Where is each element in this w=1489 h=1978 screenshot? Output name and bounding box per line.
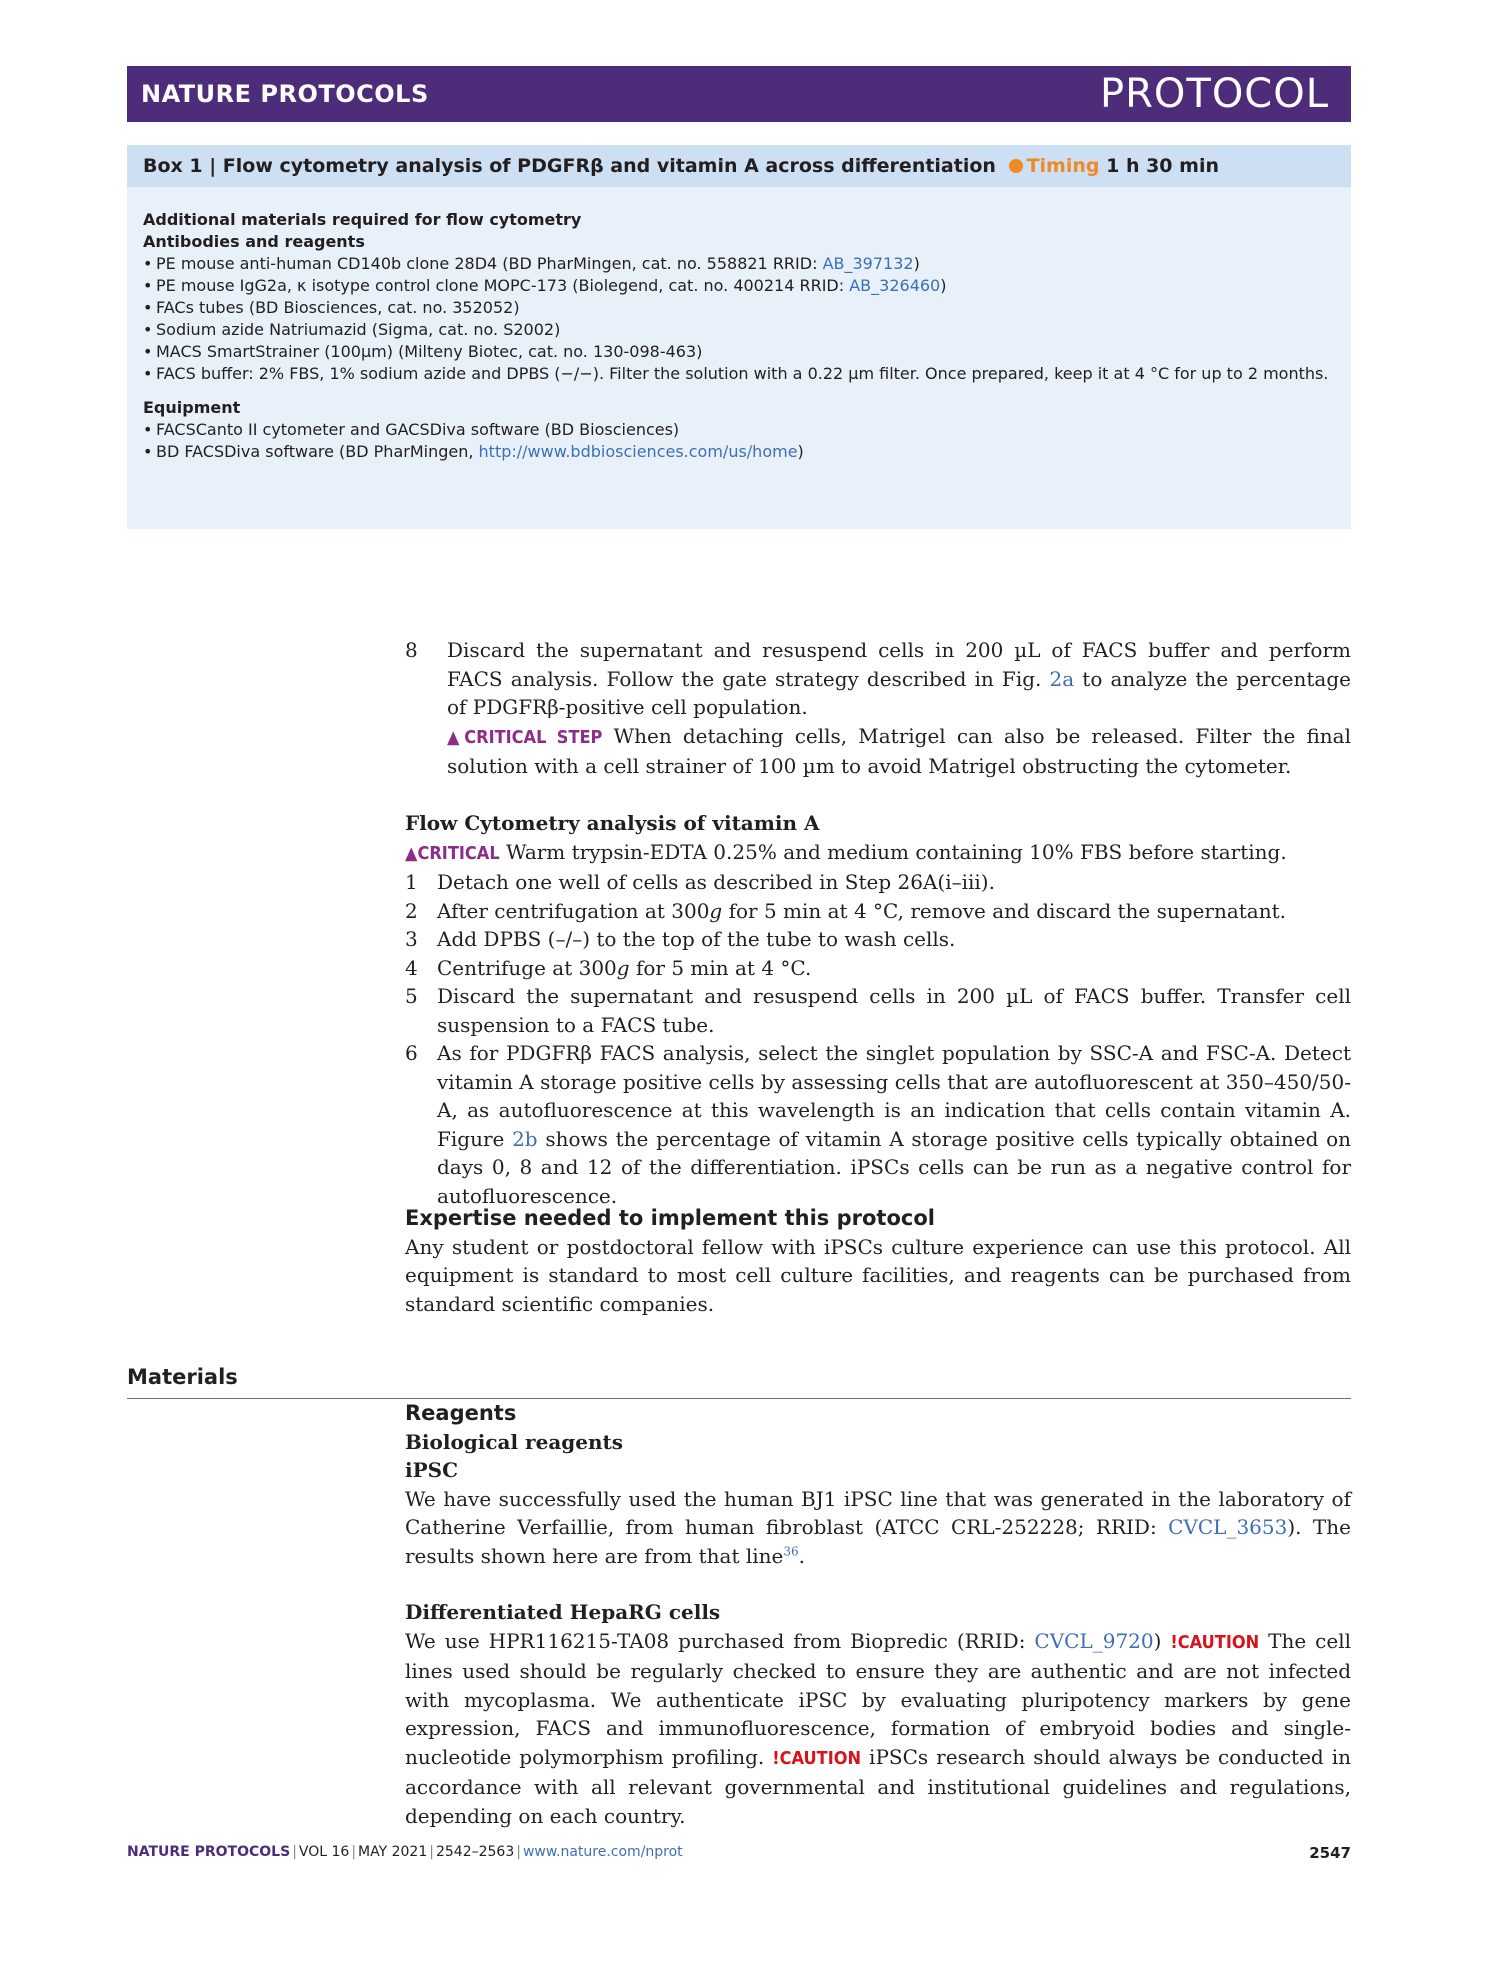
antibodies-list xyxy=(143,253,1335,385)
biological-reagents-heading: Biological reagents xyxy=(405,1429,624,1454)
list-item: 4 Centrifuge at 300g for 5 min at 4 °C. xyxy=(405,955,812,980)
reagents-section xyxy=(405,1399,1351,1830)
page-number: 2547 xyxy=(1309,1844,1351,1862)
list-item: • FACS buffer: 2% FBS, 1% sodium azide and DPBS (−/−). Filter the solution with a 0.22 μm filter. Once prepared, keep it at 4 °C for up to 2 months. xyxy=(143,363,1335,385)
list-item: • PE mouse IgG2a, κ isotype control clone MOPC-173 (Biolegend, cat. no. 400214 RRID: AB_326460) xyxy=(143,275,1335,297)
footer-pages: 2542–2563 xyxy=(435,1844,515,1860)
bd-website-link[interactable]: http://www.bdbiosciences.com/us/home xyxy=(478,442,798,461)
materials-heading: Materials xyxy=(127,1365,1351,1399)
rrid-link[interactable]: AB_397132 xyxy=(822,254,914,273)
list-item: 5 Discard the supernatant and resuspend cells in 200 µL of FACS buffer. Transfer cell suspension to a FACS tube. xyxy=(405,984,1351,1037)
step-number: 8 xyxy=(405,638,418,662)
heparg-heading: Differentiated HepaRG cells xyxy=(405,1600,721,1624)
timing-label: Timing xyxy=(1026,155,1100,177)
article-type: PROTOCOL xyxy=(1099,71,1329,117)
critical-label: ▲CRITICAL xyxy=(405,842,500,864)
list-item: • FACs tubes (BD Biosciences, cat. no. 352052) xyxy=(143,297,1335,319)
ipsc-heading: iPSC xyxy=(405,1458,458,1482)
critical-note: ▲CRITICAL Warm trypsin-EDTA 0.25% and medium containing 10% FBS before starting. xyxy=(405,839,1287,864)
journal-name: NATURE PROTOCOLS xyxy=(141,80,429,108)
list-item: 2 After centrifugation at 300g for 5 min at 4 °C, remove and discard the supernatant. xyxy=(405,898,1287,923)
ipsc-text: We have successfully used the human BJ1 iPSC line that was generated in the laboratory of Catherine Verfaillie, from human fibroblast (ATCC CRL-252228; RRID: CVCL_3653). The results shown here are from that line$^{36}$. xyxy=(405,1486,1351,1568)
critical-step-label: ▲CRITICAL STEP xyxy=(447,726,603,748)
list-item: • Sodium azide Natriumazid (Sigma, cat. no. S2002) xyxy=(143,319,1335,341)
list-item: 6 As for PDGFRβ FACS analysis, select the singlet population by SSC-A and FSC-A. Detect vitamin A storage positive cells by assessing cells that are autofluorescent at 350–450/50-A, as autofluorescence at this wavelength is an indication that cells contain vitamin A. Figure 2b shows the percentage of vitamin A storage positive cells typically obtained on days 0, 8 and 12 of the differentiation. iPSCs cells can be run as a negative control for autofluorescence. xyxy=(405,1041,1352,1208)
list-item: • FACSCanto II cytometer and GACSDiva software (BD Biosciences) xyxy=(143,419,1335,441)
box-title-text: Box 1 | Flow cytometry analysis of PDGFRβ and vitamin A across differentiation xyxy=(143,155,996,177)
figure-link[interactable]: 2a xyxy=(1049,666,1075,691)
footer-url-link[interactable]: www.nature.com/nprot xyxy=(522,1844,683,1860)
antibodies-heading: Antibodies and reagents xyxy=(143,232,365,251)
additional-materials-heading: Additional materials required for flow cytometry xyxy=(143,210,582,229)
vitamin-a-section xyxy=(405,809,1351,1210)
list-item: 3 Add DPBS (–/–) to the top of the tube to wash cells. xyxy=(405,927,956,951)
list-item: 1 Detach one well of cells as described in Step 26A(i–iii). xyxy=(405,870,995,894)
equipment-list xyxy=(143,419,1335,463)
journal-header xyxy=(127,66,1351,122)
box-body xyxy=(127,187,1351,529)
caution-label: !CAUTION xyxy=(772,1747,862,1769)
vitamin-a-heading: Flow Cytometry analysis of vitamin A xyxy=(405,811,820,835)
figure-link[interactable]: 2b xyxy=(512,1126,538,1151)
footer-journal: NATURE PROTOCOLS xyxy=(127,1844,291,1860)
expertise-section xyxy=(405,1204,1351,1318)
timing-dot-icon xyxy=(1009,159,1023,173)
expertise-heading: Expertise needed to implement this protocol xyxy=(405,1206,935,1230)
rrid-link[interactable]: CVCL_3653 xyxy=(1168,1515,1288,1539)
list-item: • MACS SmartStrainer (100μm) (Milteny Biotec, cat. no. 130-098-463) xyxy=(143,341,1335,363)
box-title xyxy=(127,145,1351,187)
list-item: • PE mouse anti-human CD140b clone 28D4 (BD PharMingen, cat. no. 558821 RRID: AB_397132) xyxy=(143,253,1335,275)
caution-label: !CAUTION xyxy=(1170,1631,1260,1653)
expertise-text: Any student or postdoctoral fellow with iPSCs culture experience can use this protocol. All equipment is standard to most cell culture facilities, and reagents can be purchased from standard scientific companies. xyxy=(405,1234,1351,1316)
step-8: 8 Discard the supernatant and resuspend cells in 200 µL of FACS buffer and perform FACS analysis. Follow the gate strategy described in Fig. 2a to analyze the percentage of PDGFRβ-positive cell population. ▲CRITICAL STEP When detaching cells, Matrigel can also be released. Filter the final solution with a cell strainer of 100 µm to avoid Matrigel obstructing the cytometer. xyxy=(405,638,1351,778)
rrid-link[interactable]: CVCL_9720 xyxy=(1034,1628,1154,1653)
equipment-heading: Equipment xyxy=(143,398,241,417)
timing-value: 1 h 30 min xyxy=(1106,155,1219,177)
heparg-text: We use HPR116215-TA08 purchased from Biopredic (RRID: CVCL_9720) !CAUTION The cell lines used should be regularly checked to ensure they are authentic and are not infected with mycoplasma. We authenticate iPSC by evaluating pluripotency markers by gene expression, FACS and immunofluorescence, formation of embryoid bodies and single-nucleotide polymorphism profiling. !CAUTION iPSCs research should always be conducted in accordance with all relevant governmental and institutional guidelines and regulations, depending on each country. xyxy=(405,1628,1351,1828)
list-item: • BD FACSDiva software (BD PharMingen, http://www.bdbiosciences.com/us/home) xyxy=(143,441,1335,463)
footer-date: MAY 2021 xyxy=(358,1844,428,1860)
rrid-link[interactable]: AB_326460 xyxy=(849,276,941,295)
reagents-heading: Reagents xyxy=(405,1401,517,1425)
reference-link[interactable]: 36 xyxy=(783,1543,799,1558)
footer-volume: VOL 16 xyxy=(298,1844,350,1860)
